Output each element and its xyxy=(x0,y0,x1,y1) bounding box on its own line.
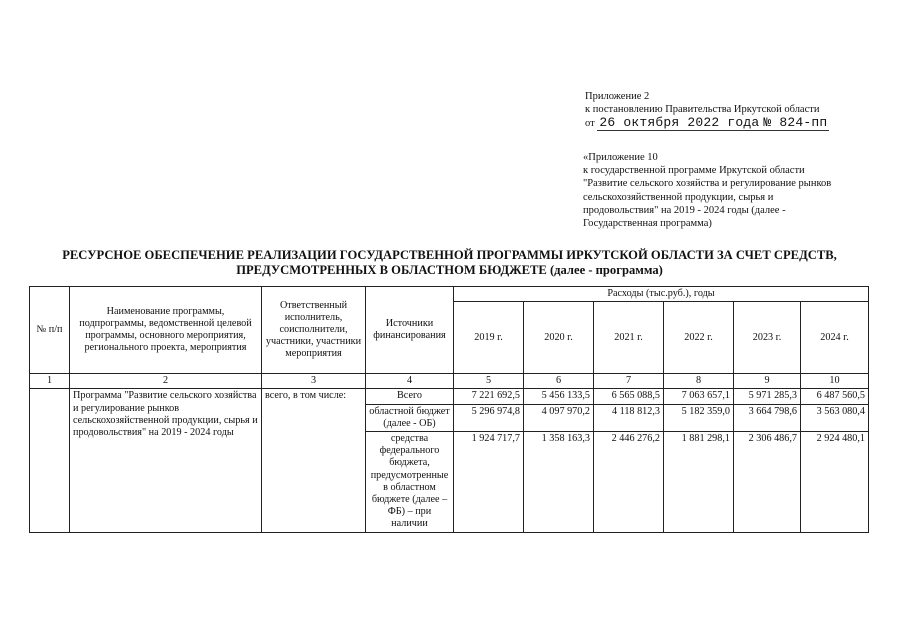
resource-table xyxy=(29,286,869,533)
header-source: Источники финансирования xyxy=(366,287,454,374)
appendix-program-line: продовольствия" на 2019 - 2024 годы (далее - xyxy=(583,204,786,216)
header-year: 2019 г. xyxy=(454,302,524,374)
header-expenses: Расходы (тыс.руб.), годы xyxy=(454,287,869,302)
document-title xyxy=(30,248,869,278)
appendix-program-line: Государственная программа) xyxy=(583,218,712,230)
appendix-program xyxy=(583,151,883,230)
value-cell: 5 456 133,5 xyxy=(524,389,594,404)
source-cell: Всего xyxy=(366,389,454,404)
value-cell: 6 487 560,5 xyxy=(801,389,869,404)
value-cell: 1 924 717,7 xyxy=(454,432,524,533)
appendix-line-2: к постановлению Правительства Иркутской области xyxy=(585,104,820,115)
value-cell: 5 296 974,8 xyxy=(454,404,524,431)
column-number: 4 xyxy=(366,374,454,389)
value-cell: 4 118 812,3 xyxy=(594,404,664,431)
appendix-program-line: "Развитие сельского хозяйства и регулирование рынков xyxy=(583,178,832,190)
value-cell: 1 881 298,1 xyxy=(664,432,734,533)
executor: всего, в том числе: xyxy=(262,389,366,532)
appendix-program-line: сельскохозяйственной продукции, сырья и xyxy=(583,191,774,203)
value-cell: 3 664 798,6 xyxy=(734,404,801,431)
appendix-program-line: «Приложение 10 xyxy=(583,152,658,163)
value-cell: 7 063 657,1 xyxy=(664,389,734,404)
header-executor: Ответственный исполнитель, соисполнители, участники, участники мероприятия xyxy=(262,287,366,374)
header-year: 2023 г. xyxy=(734,302,801,374)
column-number: 5 xyxy=(454,374,524,389)
column-number: 1 xyxy=(30,374,70,389)
column-number: 9 xyxy=(734,374,801,389)
value-cell: 4 097 970,2 xyxy=(524,404,594,431)
order-number: № 824-пп xyxy=(763,115,828,130)
column-number: 10 xyxy=(801,374,869,389)
value-cell: 2 306 486,7 xyxy=(734,432,801,533)
column-number: 7 xyxy=(594,374,664,389)
row-num xyxy=(30,389,70,532)
value-cell: 6 565 088,5 xyxy=(594,389,664,404)
header-year: 2022 г. xyxy=(664,302,734,374)
value-cell: 2 924 480,1 xyxy=(801,432,869,533)
appendix-line-1: Приложение 2 xyxy=(585,91,650,102)
source-cell: средства федерального бюджета, предусмотренные в областном бюджете (далее – ФБ) – при наличии xyxy=(366,432,454,533)
header-name: Наименование программы, подпрограммы, ведомственной целевой программы, основного мероприятия, регионального проекта, мероприятия xyxy=(70,287,262,374)
column-number: 8 xyxy=(664,374,734,389)
order-date: 26 октября 2022 года xyxy=(599,115,760,130)
column-number: 2 xyxy=(70,374,262,389)
value-cell: 5 971 285,3 xyxy=(734,389,801,404)
value-cell: 1 358 163,3 xyxy=(524,432,594,533)
value-cell: 5 182 359,0 xyxy=(664,404,734,431)
header-year: 2024 г. xyxy=(801,302,869,374)
value-cell: 2 446 276,2 xyxy=(594,432,664,533)
column-number: 3 xyxy=(262,374,366,389)
source-cell: областной бюджет (далее - ОБ) xyxy=(366,404,454,431)
header-year: 2021 г. xyxy=(594,302,664,374)
value-cell: 7 221 692,5 xyxy=(454,389,524,404)
title-line-1: РЕСУРСНОЕ ОБЕСПЕЧЕНИЕ РЕАЛИЗАЦИИ ГОСУДАРСТВЕННОЙ ПРОГРАММЫ ИРКУТСКОЙ ОБЛАСТИ ЗА СЧЕТ СРЕДСТВ, xyxy=(62,248,837,262)
header-year: 2020 г. xyxy=(524,302,594,374)
column-number-row xyxy=(30,374,869,389)
header-row-1 xyxy=(30,287,869,302)
appendix-header xyxy=(585,90,875,130)
table-row xyxy=(30,389,869,404)
column-number: 6 xyxy=(524,374,594,389)
value-cell: 3 563 080,4 xyxy=(801,404,869,431)
program-name: Программа "Развитие сельского хозяйства и регулирование рынков сельскохозяйственной продукции, сырья и продовольствия" на 2019 - 2024 годы xyxy=(70,389,262,532)
title-line-2: ПРЕДУСМОТРЕННЫХ В ОБЛАСТНОМ БЮДЖЕТЕ (далее - программа) xyxy=(236,263,663,277)
order-prefix: от xyxy=(585,118,595,129)
appendix-program-line: к государственной программе Иркутской области xyxy=(583,165,805,177)
order-line xyxy=(585,116,875,130)
header-num: № п/п xyxy=(30,287,70,374)
